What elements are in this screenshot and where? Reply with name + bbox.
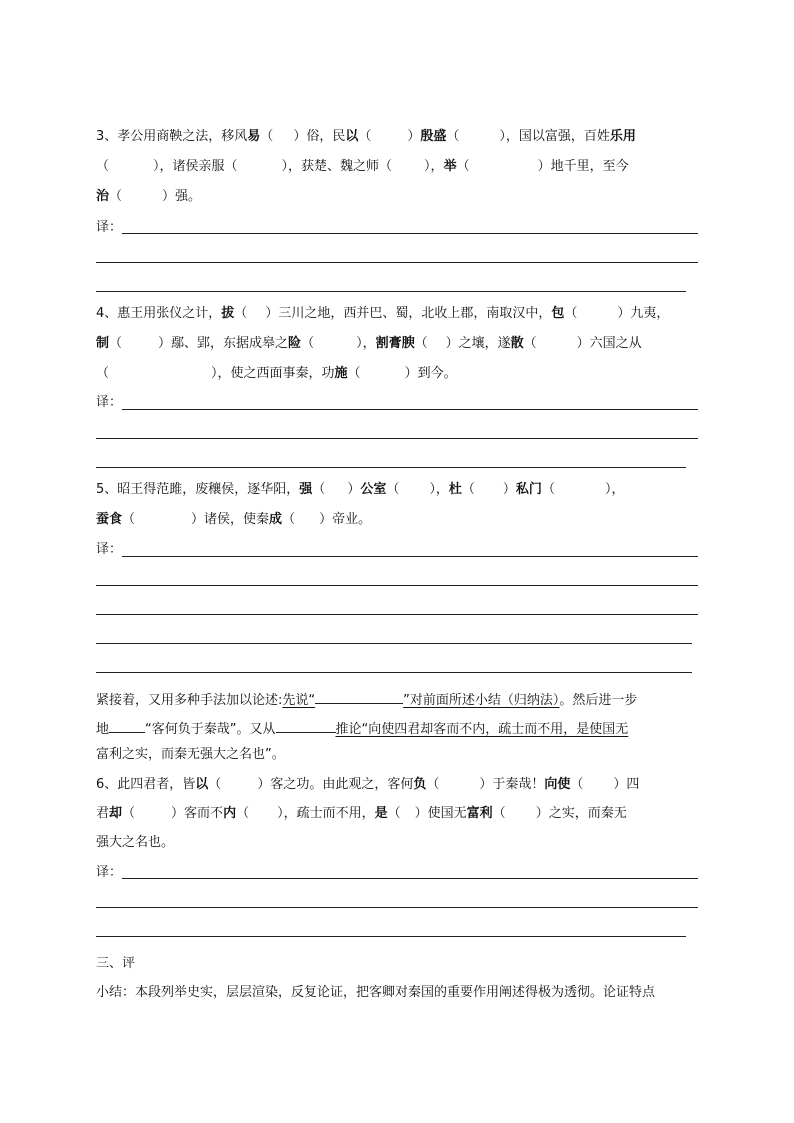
- q6-answer-line-2[interactable]: [96, 907, 698, 908]
- q6-line-1: 6、此四君者，皆以（ ）客之功。由此观之，客何负（ ）于秦哉！向使（ ）四: [96, 777, 640, 792]
- q3-line-1: 3、孝公用商鞅之法，移风易（ ）俗，民以（ ）殷盛（ ），国以富强，百姓乐用: [96, 129, 636, 144]
- q4-line-2: 制（ ）鄢、郢，东据成皋之险（ ），割膏腴（ ）之壤，遂散（ ）六国之从: [96, 336, 642, 351]
- q5-line-2: 蚕食（ ）诸侯，使秦成（ ）帝业。: [96, 512, 372, 527]
- analysis-line-1: 紧接着，又用多种手法加以论述:先说“ ”对前面所述小结（归纳法）。然后进一步: [96, 689, 637, 710]
- section3-title: 三、评: [96, 956, 136, 971]
- q4-translate-label: 译：: [96, 395, 123, 410]
- section3-summary: 小结：本段列举史实，层层渲染，反复论证，把客卿对秦国的重要作用阐述得极为透彻。论证特点: [96, 985, 656, 1000]
- q5-translate-label: 译：: [96, 542, 123, 557]
- q6-answer-line-3[interactable]: [96, 936, 686, 937]
- q6-answer-line-1[interactable]: [122, 878, 698, 879]
- analysis-blank-2[interactable]: [109, 718, 145, 733]
- q6-line-2: 君却（ ）客而不内（ ），疏士而不用，是（ ）使国无富利（ ）之实，而秦无: [96, 806, 627, 821]
- q5-answer-line-5[interactable]: [96, 672, 692, 673]
- q3-answer-line-3[interactable]: [96, 291, 686, 292]
- q3-answer-line-1[interactable]: [122, 233, 698, 234]
- q4-answer-line-1[interactable]: [122, 409, 698, 410]
- q3-translate-label: 译：: [96, 220, 123, 235]
- q5-answer-line-4[interactable]: [96, 643, 692, 644]
- q5-answer-line-2[interactable]: [96, 585, 698, 586]
- analysis-line-3: 富利之实，而秦无强大之名也”。: [96, 747, 285, 762]
- q4-answer-line-2[interactable]: [96, 438, 698, 439]
- q3-line-2: （ ），诸侯亲服（ ），获楚、魏之师（ ），举（ ）地千里，至今: [96, 159, 629, 174]
- q3-line-3: 治（ ）强。: [96, 189, 202, 204]
- q5-line-1: 5、昭王得范雎，废穰侯，逐华阳，强（ ）公室（ ），杜（ ）私门（ ），: [96, 482, 625, 497]
- q6-line-3: 强大之名也。: [96, 835, 175, 850]
- q6-translate-label: 译：: [96, 865, 123, 880]
- q4-line-1: 4、惠王用张仪之计，拔（ ）三川之地，西并巴、蜀，北收上郡，南取汉中，包（ ）九夷，: [96, 306, 670, 321]
- q4-line-3: （ ），使之西面事秦，功施（ ）到今。: [96, 366, 457, 381]
- q3-answer-line-2[interactable]: [96, 262, 698, 263]
- analysis-blank-1[interactable]: [315, 689, 403, 704]
- q5-answer-line-3[interactable]: [96, 614, 698, 615]
- analysis-blank-3[interactable]: [276, 718, 336, 733]
- q5-answer-line-1[interactable]: [122, 556, 698, 557]
- q4-answer-line-3[interactable]: [96, 467, 686, 468]
- analysis-line-2: 地 “客何负于秦哉”。又从 推论“向使四君却客而不内，疏士而不用，是使国无: [96, 718, 628, 739]
